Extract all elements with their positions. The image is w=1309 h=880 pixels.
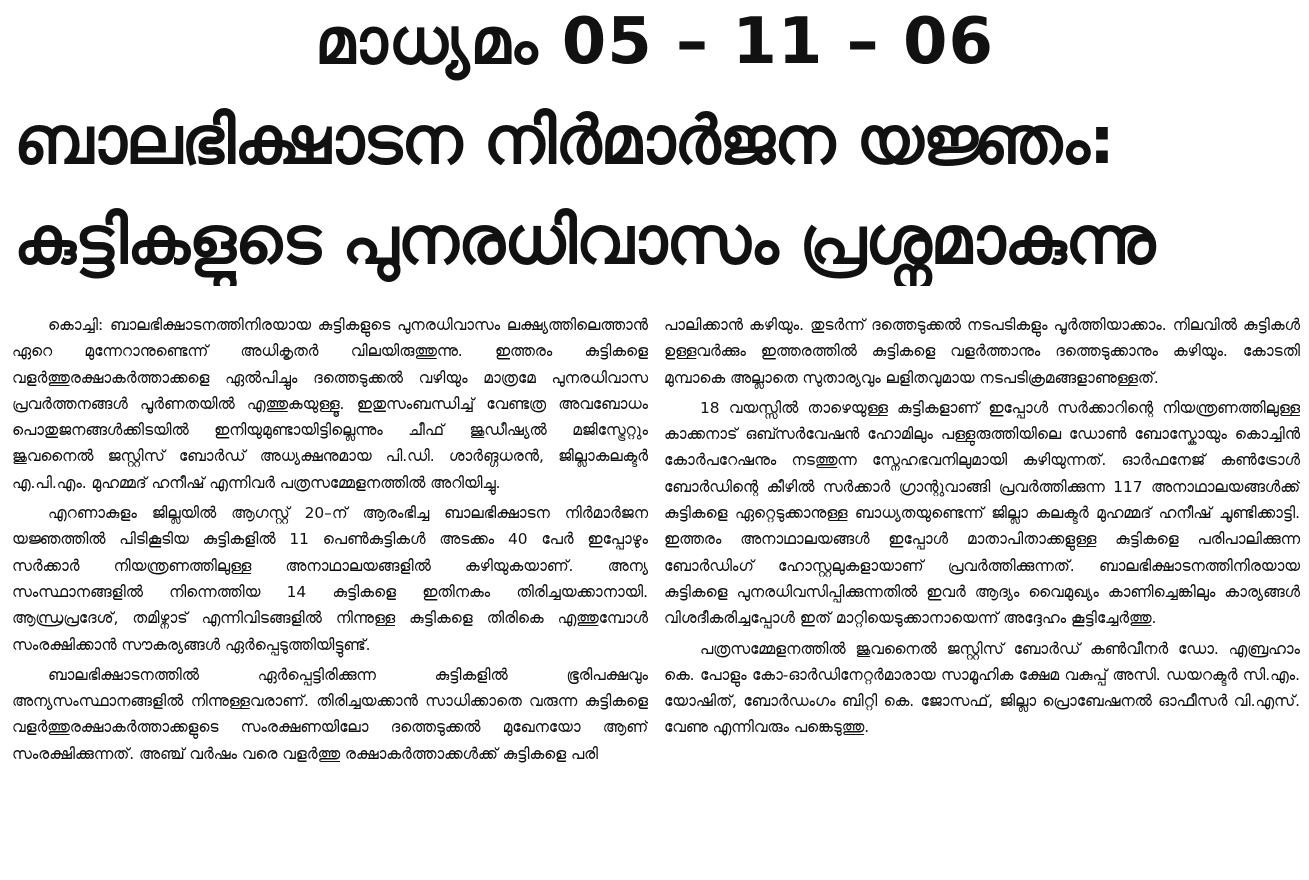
paragraph-left-1: കൊച്ചി: ബാലഭിക്ഷാടനത്തിനിരയായ കുട്ടികളുടെ പുനരധിവാസം ലക്ഷ്യത്തിലെത്താൻ ഏറെ മുന്നേറാനുണ്ടെന്ന് അധികൃതർ വിലയിരുത്തുന്നു. ഇത്തരം കുട്ടികളെ വളർത്തുരക്ഷാകർത്താക്കളെ ഏൽപിച്ചും ദത്തെടുക്കൽ വഴിയും മാത്രമേ പുനരധിവാസ പ്രവർത്തനങ്ങൾ പൂർണതയിൽ എത്തുകയുള്ളൂ. ഇതുസംബന്ധിച്ച് വേണ്ടത്ര അവബോധം പൊതുജനങ്ങൾക്കിടയിൽ ഇനിയുമുണ്ടായിട്ടില്ലെന്നും ചീഫ് ജുഡീഷ്യൽ മജിസ്ട്രേറ്റും ജുവനൈൽ ജസ്റ്റിസ് ബോർഡ് അധ്യക്ഷനുമായ പി.ഡി. ശാർങ്ഗധരൻ, ജില്ലാകലക്ടർ എ.പി.എം. മുഹമ്മദ് ഹനീഷ് എന്നിവർ പത്രസമ്മേളനത്തിൽ അറിയിച്ചു.: [12, 316, 648, 492]
article-column-left: [12, 312, 648, 872]
paragraph-right-2: 18 വയസ്സിൽ താഴെയുള്ള കുട്ടികളാണ് ഇപ്പോൾ സർക്കാറിന്റെ നിയന്ത്രണത്തിലുള്ള കാക്കനാട് ഒബ്സർവേഷൻ ഹോമിലും പള്ളുരുത്തിയിലെ ഡോൺ ബോസ്കോയും കൊച്ചിൻ കോർപറേഷനും നടത്തുന്ന സ്നേഹഭവനിലുമായി കഴിയുന്നത്. ഓർഫനേജ് കൺട്രോൾ ബോർഡിന്റെ കീഴിൽ സർക്കാർ ഗ്രാന്റുവാങ്ങി പ്രവർത്തിക്കുന്ന 117 അനാഥാലയങ്ങൾക്ക് കുട്ടികളെ ഏറ്റെടുക്കാനുള്ള ബാധ്യതയുണ്ടെന്ന് ജില്ലാ കലക്ടർ മുഹമ്മദ് ഹനീഷ് ചൂണ്ടിക്കാട്ടി. ഇത്തരം അനാഥാലയങ്ങൾ ഇപ്പോൾ മാതാപിതാക്കളുള്ള കുട്ടികളെ പരിപാലിക്കുന്ന ബോർഡിംഗ് ഹോസ്റ്റലുകളായാണ് പ്രവർത്തിക്കുന്നത്. ബാലഭിക്ഷാടനത്തിനിരയായ കുട്ടികളെ പുനരധിവസിപ്പിക്കുന്നതിൽ ഇവർ ആദ്യം വൈമുഖ്യം കാണിച്ചെങ്കിലും കാര്യങ്ങൾ വിശദീകരിച്ചപ്പോൾ ഇത് മാറ്റിയെടുക്കാനായെന്ന് അദ്ദേഹം കൂട്ടിച്ചേർത്തു.: [664, 398, 1300, 628]
article-column-right: [664, 312, 1300, 872]
paragraph-left-2: എറണാകുളം ജില്ലയിൽ ആഗസ്റ്റ് 20–ന് ആരംഭിച്ച ബാലഭിക്ഷാടന നിർമാർജന യജ്ഞത്തിൽ പിടികൂടിയ കുട്ടികളിൽ 11 പെൺകുട്ടികൾ അടക്കം 40 പേർ ഇപ്പോഴും സർക്കാർ നിയന്ത്രണത്തിലുള്ള അനാഥാലയങ്ങളിൽ കഴിയുകയാണ്. അന്യ സംസ്ഥാനങ്ങളിൽ നിന്നെത്തിയ 14 കുട്ടികളെ ഇതിനകം തിരിച്ചയക്കാനായി. ആന്ധ്രപ്രദേശ്, തമിഴ്നാട് എന്നിവിടങ്ങളിൽ നിന്നുള്ള കുട്ടികളെ തിരികെ എത്തുമ്പോൾ സംരക്ഷിക്കാൻ സൗകര്യങ്ങൾ ഏർപ്പെടുത്തിയിട്ടുണ്ട്.: [12, 504, 648, 654]
headline-line-1: ബാലഭിക്ഷാടന നിർമാർജന യജ്ഞം:: [14, 102, 1115, 179]
masthead: മാധ്യമം 05 – 11 – 06: [314, 5, 995, 79]
headline-line-2: കുട്ടികളുടെ പുനരധിവാസം പ്രശ്നമാകുന്നു: [14, 202, 1155, 279]
paragraph-right-3: പത്രസമ്മേളനത്തിൽ ജുവനൈൽ ജസ്റ്റിസ് ബോർഡ് കൺവീനർ ഡോ. എബ്രഹാം കെ. പോളും കോ-ഓർഡിനേറ്റർമാരായ സാമൂഹിക ക്ഷേമ വകുപ്പ് അസി. ഡയറക്ടർ സി.എം. യോഷിത്, ബോർഡംഗം ബിറ്റി കെ. ജോസഫ്, ജില്ലാ പ്രൊബേഷനൽ ഓഫീസർ വി.എസ്. വേണു എന്നിവരും പങ്കെടുത്തു.: [664, 639, 1300, 737]
paragraph-left-3: ബാലഭിക്ഷാടനത്തിൽ ഏർപ്പെട്ടിരിക്കുന്ന കുട്ടികളിൽ ഭൂരിപക്ഷവും അന്യസംസ്ഥാനങ്ങളിൽ നിന്നുള്ളവരാണ്. തിരിച്ചയക്കാൻ സാധിക്കാതെ വരുന്ന കുട്ടികളെ വളർത്തുരക്ഷാകർത്താക്കളുടെ സംരക്ഷണയിലോ ദത്തെടുക്കൽ മുഖേനയോ ആണ് സംരക്ഷിക്കുന്നത്. അഞ്ച് വർഷം വരെ വളർത്തു രക്ഷാകർത്താക്കൾക്ക് കുട്ടികളെ പരി: [12, 665, 648, 763]
paragraph-right-1: പാലിക്കാൻ കഴിയും. തുടർന്ന് ദത്തെടുക്കൽ നടപടികളും പൂർത്തിയാക്കാം. നിലവിൽ കുട്ടികൾ ഉള്ളവർക്കും ഇത്തരത്തിൽ കുട്ടികളെ വളർത്താനും ദത്തെടുക്കാനും കഴിയും. കോടതി മുമ്പാകെ അല്ലാതെ സുതാര്യവും ലളിതവുമായ നടപടിക്രമങ്ങളാണുള്ളത്.: [664, 316, 1300, 387]
